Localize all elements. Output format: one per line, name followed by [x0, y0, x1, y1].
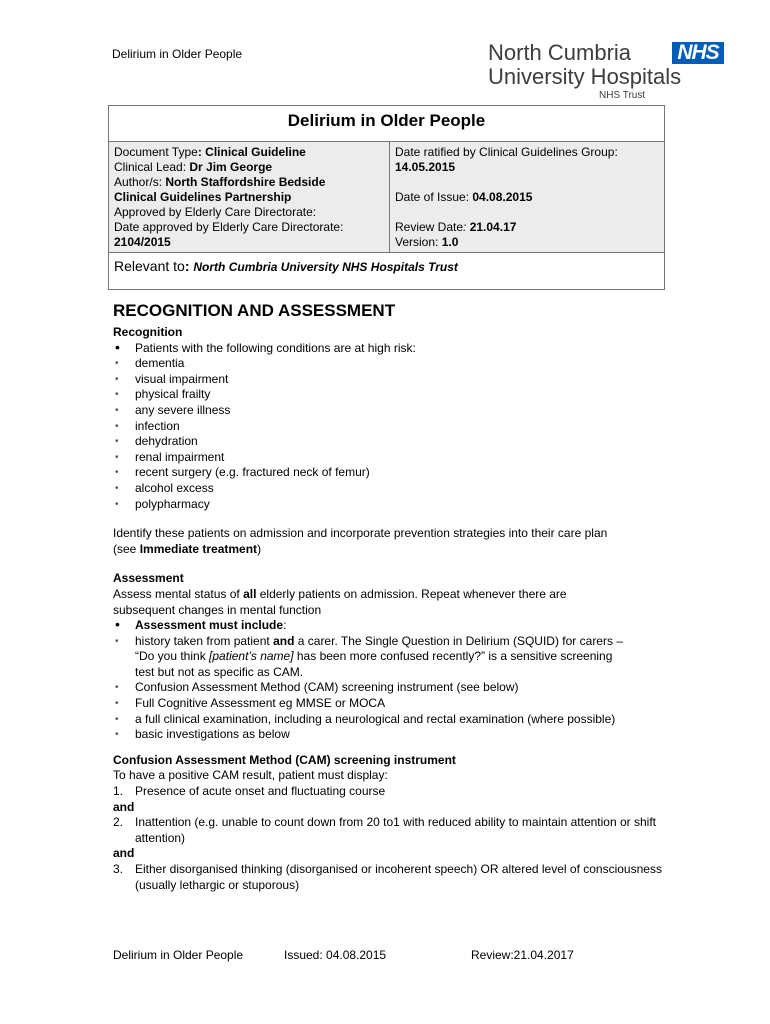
issue-value: 04.08.2015	[472, 190, 533, 204]
doc-type-label: Document Type	[114, 145, 198, 159]
header-document-title: Delirium in Older People	[112, 47, 243, 61]
list-item: • a full clinical examination, including a neurological and rectal examination (where possible)	[113, 712, 673, 728]
ratified-value: 14.05.2015	[395, 160, 456, 174]
assess-line1b: all	[243, 586, 257, 601]
relevant-value: North Cumbria University NHS Hospitals Trust	[193, 260, 458, 274]
list-item: • physical frailty	[113, 387, 673, 403]
ratified-label: Date ratified by Clinical Guidelines Group:	[395, 145, 618, 159]
identify-text-2a: (see	[113, 541, 140, 556]
footer-issued: Issued: 04.08.2015	[284, 948, 387, 962]
authors-value: North Staffordshire Bedside	[165, 175, 326, 189]
recognition-list	[113, 341, 673, 513]
list-item	[113, 862, 673, 893]
list-item: • polypharmacy	[113, 497, 673, 513]
assess-line1c: elderly patients on admission. Repeat whenever there are	[256, 586, 567, 601]
footer-title: Delirium in Older People	[113, 948, 244, 962]
list-item	[113, 815, 673, 846]
cam-title: Confusion Assessment Method (CAM) screening instrument	[113, 752, 456, 767]
main-content	[113, 301, 673, 893]
must-include: Assessment must include	[135, 618, 284, 633]
list-item: • visual impairment	[113, 372, 673, 388]
assessment-list	[113, 618, 673, 743]
section-heading: RECOGNITION AND ASSESSMENT	[113, 301, 396, 320]
cam-item-3: Either disorganised thinking (disorganised or incoherent speech) OR altered level of consciousness (usually lethargic or stuporous)	[135, 862, 662, 892]
list-item: • Full Cognitive Assessment eg MMSE or MOCA	[113, 696, 673, 712]
doc-type-value: : Clinical Guideline	[197, 145, 306, 159]
cam-num-3: 3.	[113, 862, 124, 876]
list-item: • alcohol excess	[113, 481, 673, 497]
list-item: • recent surgery (e.g. fractured neck of femur)	[113, 465, 673, 481]
cam-num-2: 2.	[113, 815, 124, 830]
list-item: • dementia	[113, 356, 673, 372]
version-value: 1.0	[441, 235, 459, 249]
item1e: [patient’s name]	[209, 649, 294, 664]
issue-label: Date of Issue:	[395, 190, 473, 204]
list-item: • dehydration	[113, 434, 673, 450]
review-label: Review Date	[395, 220, 464, 234]
relevant-label: Relevant to	[114, 258, 185, 274]
list-item: • any severe illness	[113, 403, 673, 419]
review-colon: :	[463, 220, 470, 234]
nhs-logo-icon: NHS	[672, 42, 724, 64]
cam-item-1: Presence of acute onset and fluctuating course	[135, 784, 386, 799]
must-include-item	[113, 618, 673, 634]
clinical-lead-label: Clinical Lead:	[114, 160, 190, 174]
list-item	[113, 784, 673, 800]
immediate-treatment-link: Immediate treatment	[139, 541, 258, 556]
authors-label: Author/s:	[114, 175, 166, 189]
list-item: • basic investigations as below	[113, 727, 673, 743]
cam-item-2: Inattention (e.g. unable to count down from 20 to1 with reduced ability to maintain attention or shift attention)	[135, 815, 656, 845]
recognition-lead: • Patients with the following conditions are at high risk:	[113, 341, 673, 357]
identify-text-2c: )	[257, 541, 262, 556]
recognition-title: Recognition	[113, 325, 183, 339]
date-approved-value: 2104/2015	[114, 235, 171, 249]
item1d: “Do you think	[135, 649, 210, 664]
list-item: • renal impairment	[113, 450, 673, 466]
info-left-cell	[109, 142, 390, 253]
list-item: • Confusion Assessment Method (CAM) screening instrument (see below)	[113, 680, 673, 696]
clinical-lead-value: Dr Jim George	[189, 160, 273, 174]
cam-and-1: and	[113, 799, 135, 814]
review-value: 21.04.17	[469, 220, 517, 234]
authors-value-2: Clinical Guidelines Partnership	[114, 190, 292, 204]
logo-trust: NHS Trust	[599, 90, 646, 101]
list-item: • infection	[113, 419, 673, 435]
list-item	[113, 634, 673, 681]
cam-list	[113, 784, 673, 800]
assessment-title: Assessment	[113, 571, 184, 586]
document-info-table	[108, 105, 665, 290]
info-right-cell	[390, 142, 665, 253]
info-table-title: Delirium in Older People	[109, 106, 665, 142]
must-include-colon: :	[283, 618, 287, 633]
cam-num-1: 1.	[113, 784, 124, 799]
relevant-to-row	[109, 253, 665, 290]
approved-by: Approved by Elderly Care Directorate:	[114, 205, 317, 219]
date-approved-label: Date approved by Elderly Care Directorate:	[114, 220, 344, 234]
item1b: and	[273, 633, 295, 648]
footer-review: Review:21.04.2017	[471, 948, 574, 962]
logo-line2: University Hospitals	[488, 64, 682, 89]
cam-lead: To have a positive CAM result, patient must display:	[113, 768, 388, 783]
cam-and-2: and	[113, 846, 135, 861]
logo-line1: North Cumbria	[488, 40, 632, 65]
item1g: test but not as specific as CAM.	[135, 664, 304, 679]
relevant-colon: :	[184, 258, 194, 274]
item1a: history taken from patient	[135, 633, 274, 648]
identify-text: Identify these patients on admission and incorporate prevention strategies into their care plan	[113, 526, 608, 541]
version-label: Version:	[395, 235, 442, 249]
item1f: has been more confused recently?” is a sensitive screening	[293, 649, 613, 664]
assess-line2: subsequent changes in mental function	[113, 602, 322, 617]
item1c: a carer. The Single Question in Delirium (SQUID) for carers –	[294, 633, 623, 648]
nhs-trust-logo	[488, 40, 728, 102]
assess-line1a: Assess mental status of	[113, 586, 244, 601]
